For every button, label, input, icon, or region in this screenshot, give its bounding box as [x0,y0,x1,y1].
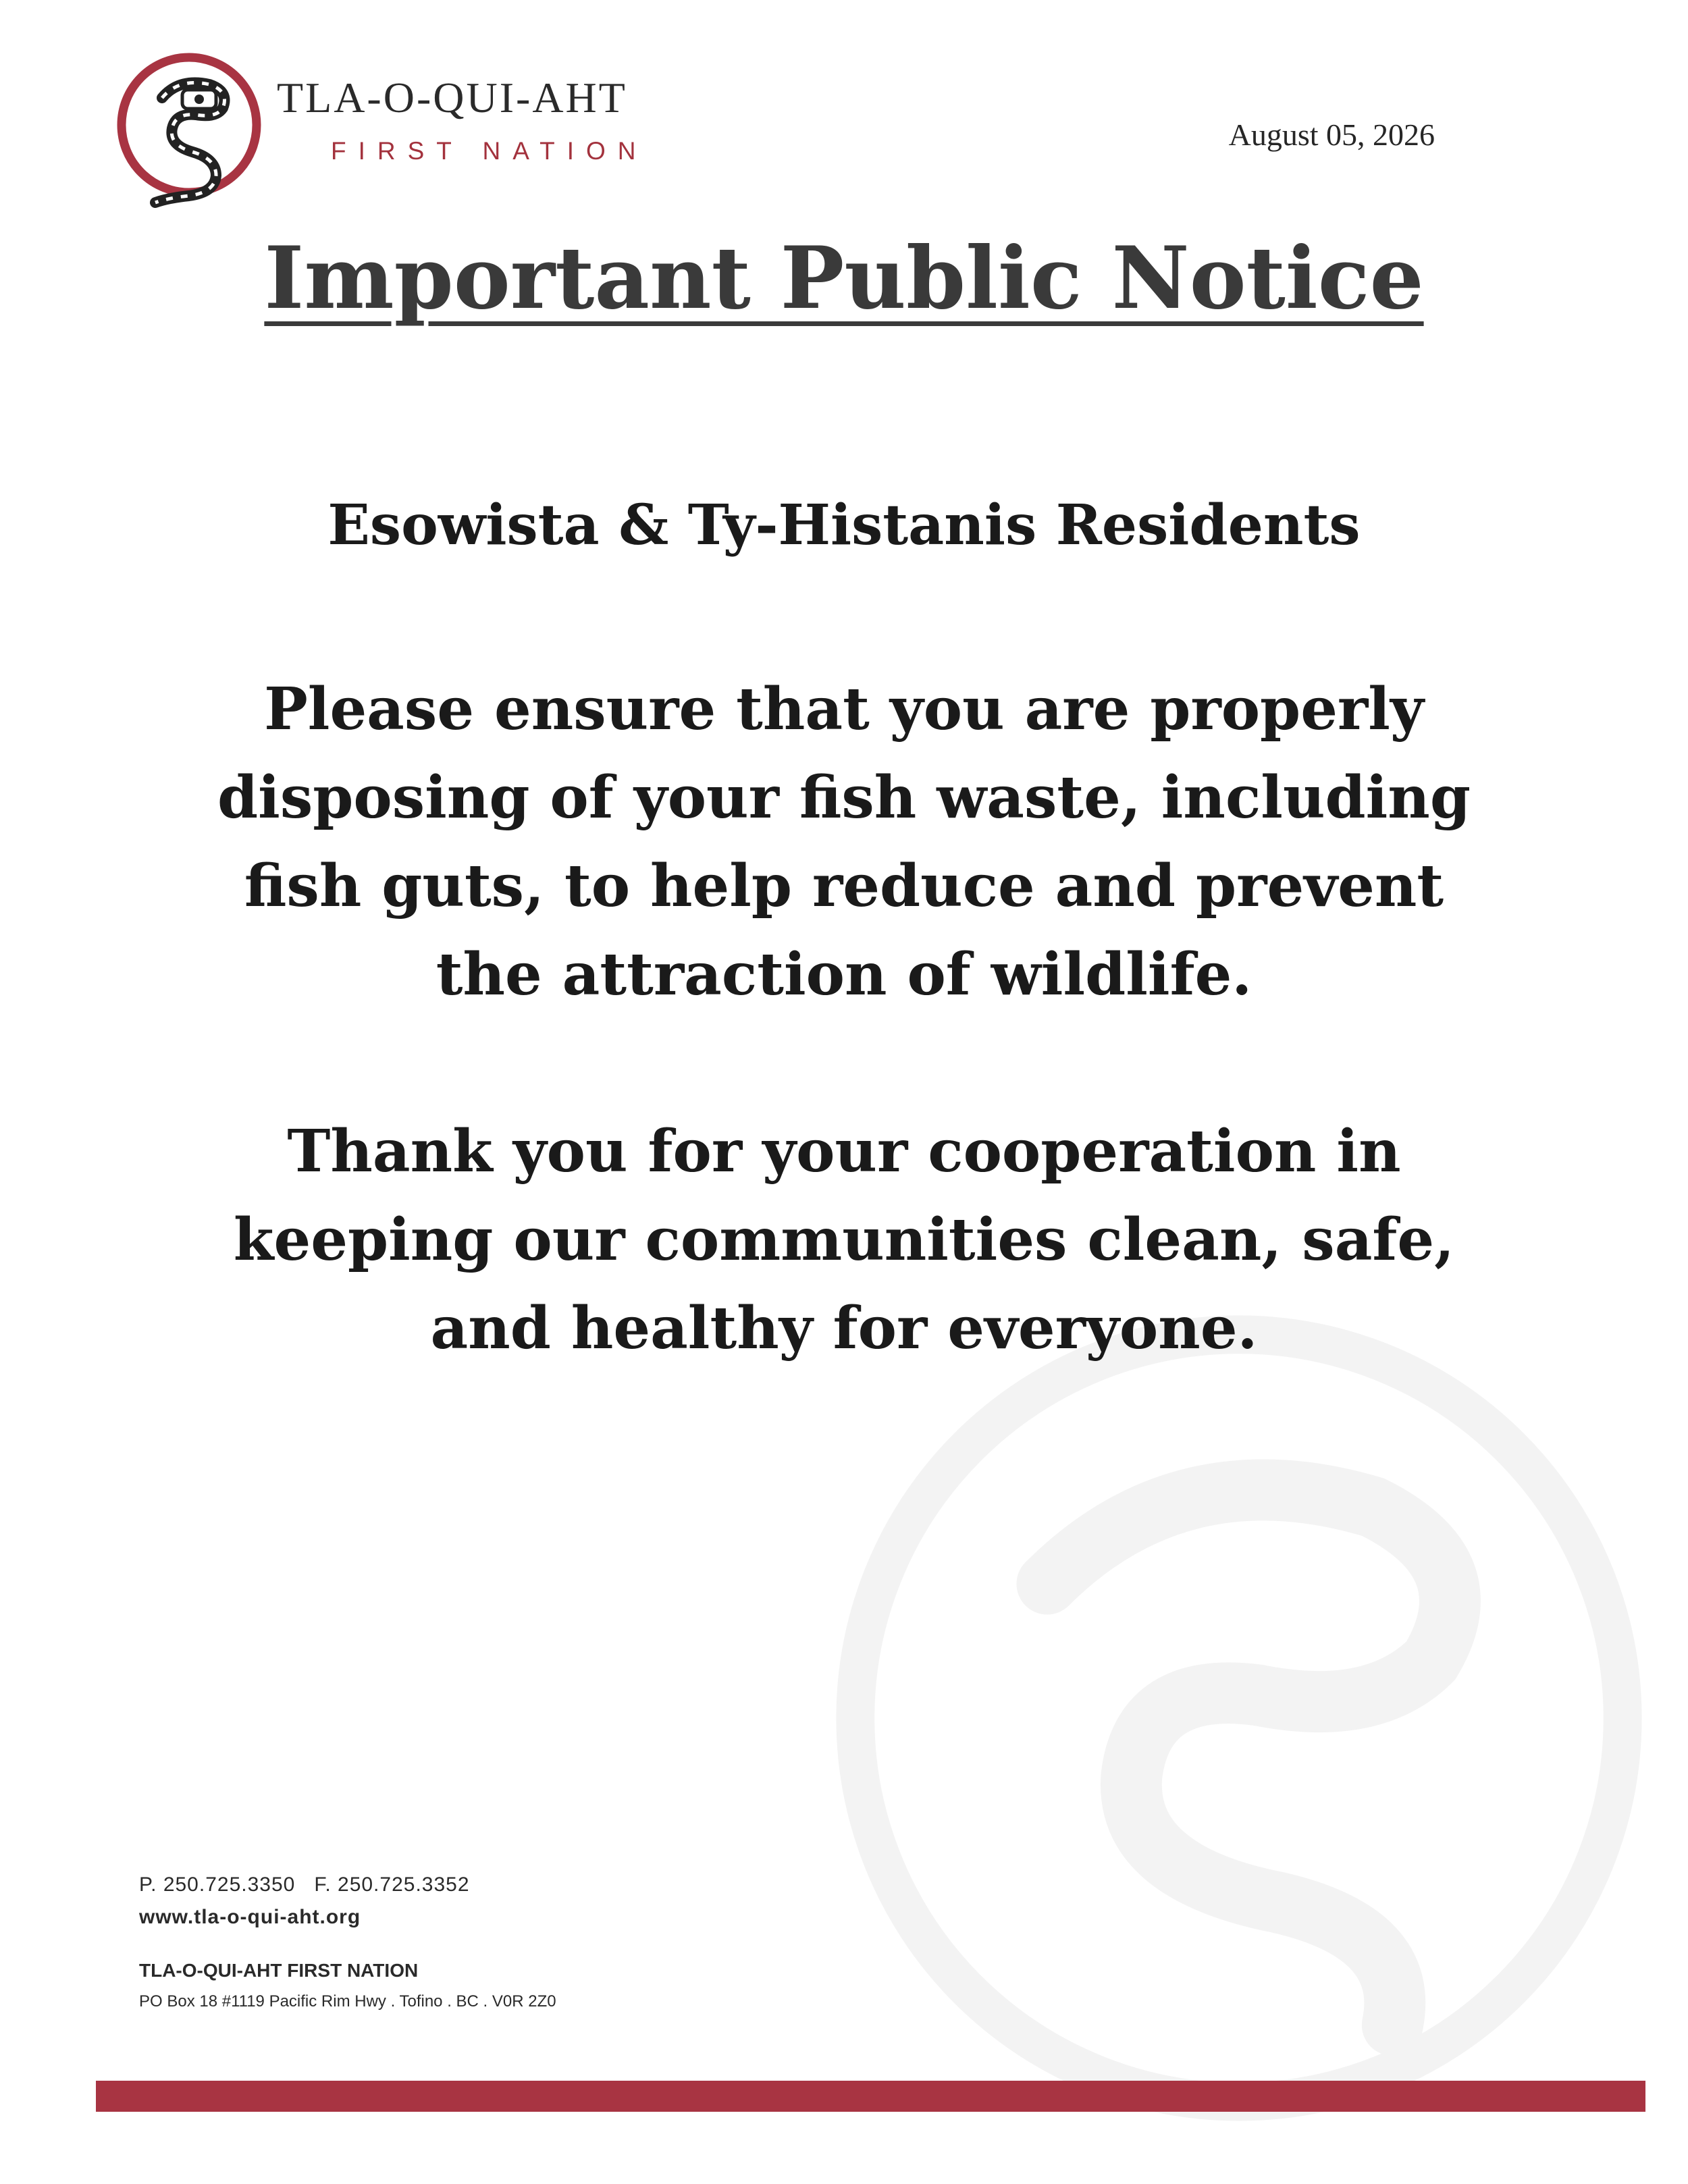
serpent-logo-icon [115,51,263,209]
phone-fax: P. 250.725.3350 F. 250.725.3352 [139,1873,470,1896]
footer-bar [96,2081,1645,2112]
serpent-watermark-icon [817,1296,1661,2140]
org-name: TLA-O-QUI-AHT [277,74,627,122]
page-title-text: Important Public Notice [264,228,1424,328]
notice-paragraph-1 [0,665,1688,1019]
paragraph-line: keeping our communities clean, safe, [233,1206,1455,1274]
footer-org-name: TLA-O-QUI-AHT FIRST NATION [139,1960,419,1981]
mailing-address: PO Box 18 #1119 Pacific Rim Hwy . Tofino . BC . V0R 2Z0 [139,1992,556,2010]
notice-date: August 05, 2026 [1228,117,1435,152]
paragraph-line: and healthy for everyone. [430,1294,1258,1362]
audience-heading: Esowista & Ty-Histanis Residents [327,493,1361,558]
page-title [0,228,1688,328]
paragraph-line: the attraction of wildlife. [436,940,1252,1009]
paragraph-line: Please ensure that you are properly [264,675,1424,743]
paragraph-line: Thank you for your cooperation in [287,1117,1401,1186]
org-subtitle: FIRST NATION [331,137,648,165]
contact-block [139,1873,556,2011]
paragraph-line: disposing of your fish waste, including [217,764,1471,832]
paragraph-line: fish guts, to help reduce and prevent [244,852,1444,920]
website-link[interactable]: www.tla-o-qui-aht.org [139,1906,361,1928]
